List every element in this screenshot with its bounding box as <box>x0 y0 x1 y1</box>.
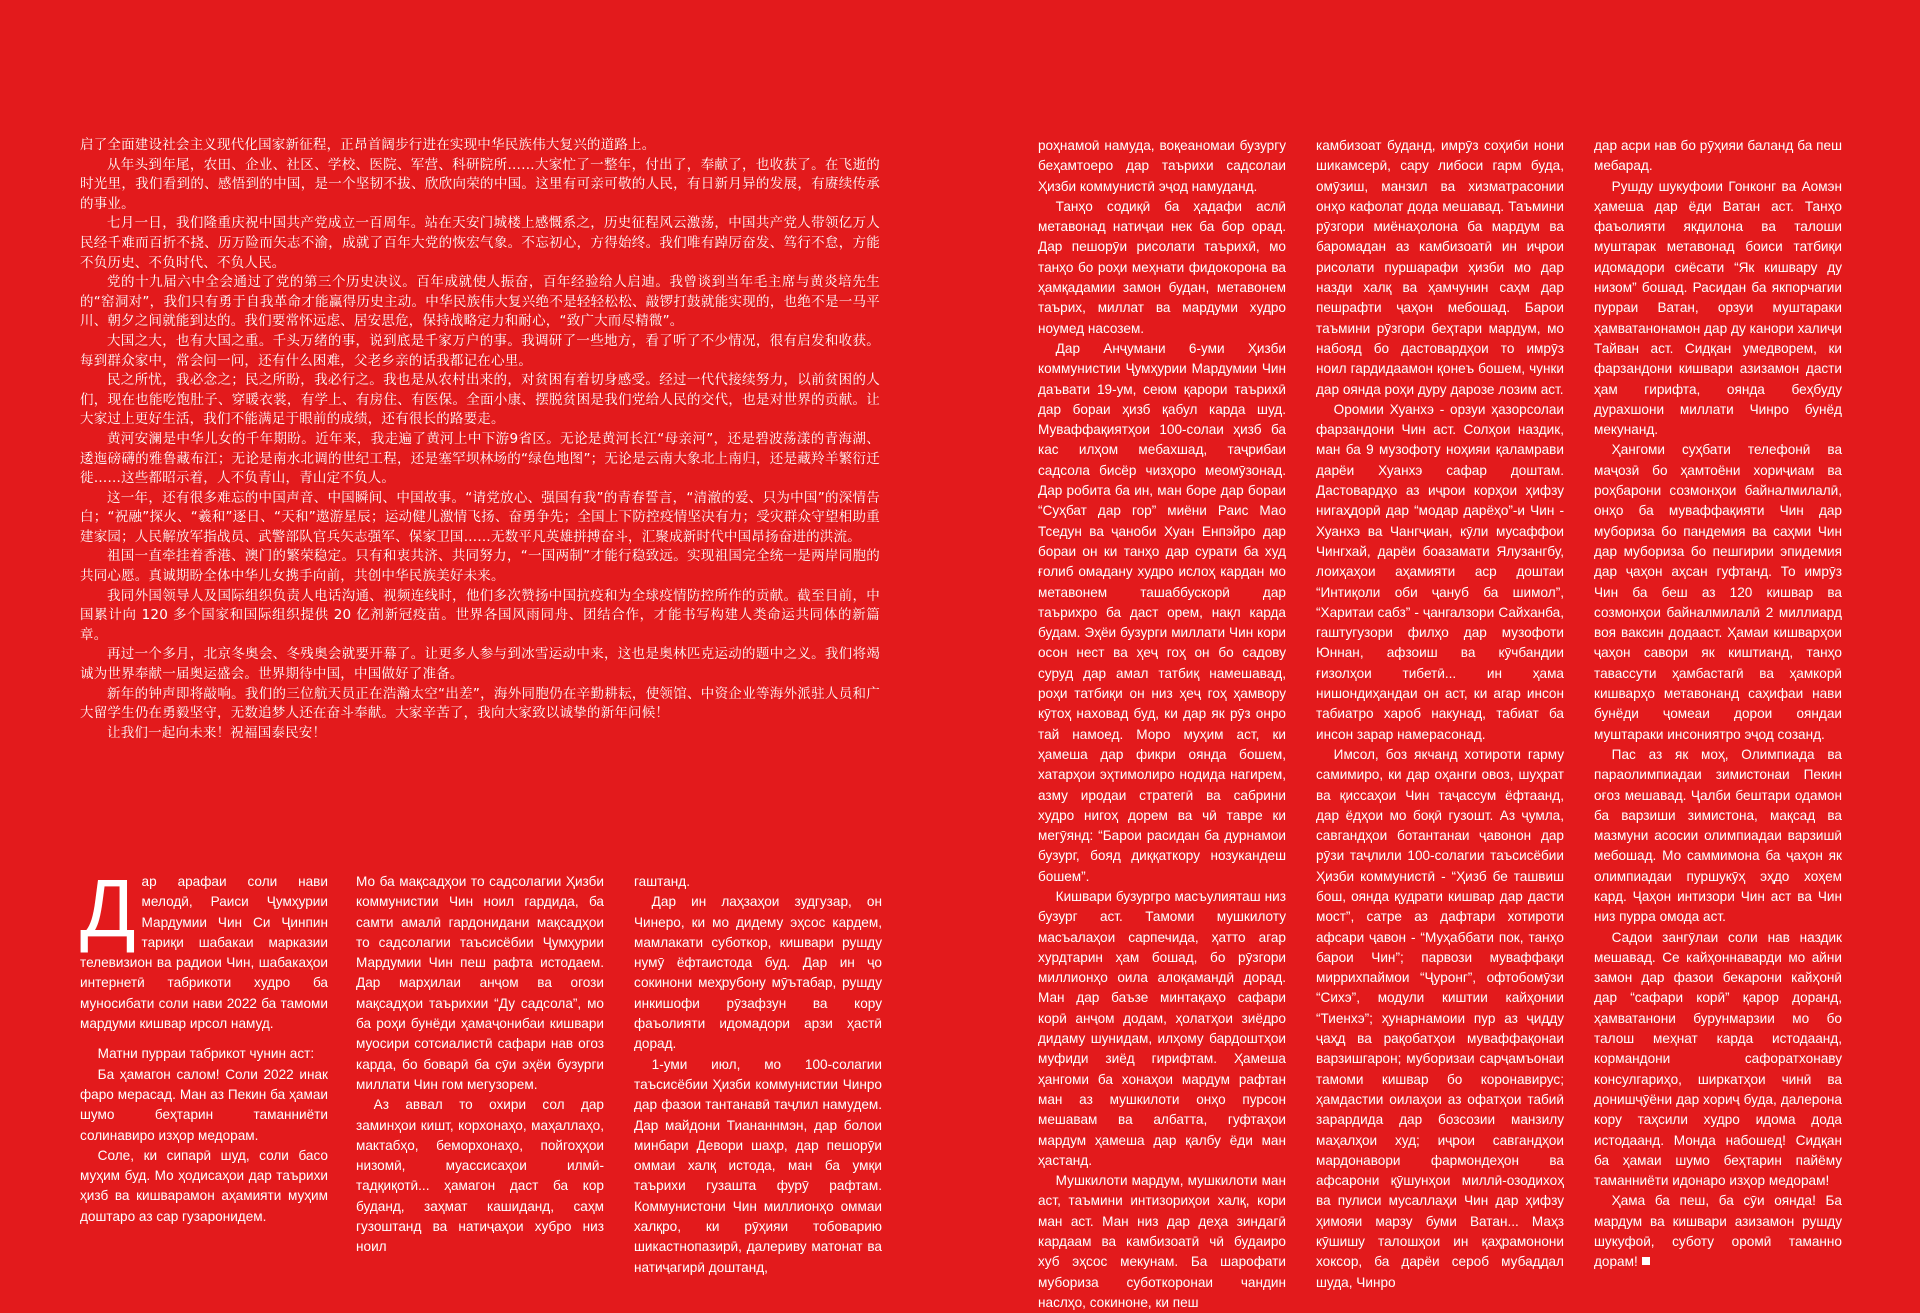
chinese-paragraph: 大国之大，也有大国之重。千头万绪的事，说到底是千家万户的事。我调研了一些地方，看了听了不少情况，很有启发和收获。每到群众家中，常会问一问，还有什么困难，父老乡亲的话我都记在心里。 <box>80 332 880 369</box>
tajik-paragraph: Пас аз як моҳ, Олимпиада ва параолимпиадаи зимистонаи Пекин оғоз мешавад. Ҷалби бештари одамон ба варзиши зимистона, мақсад ва мазмуни асосии олимпиадаи варзишӣ мебошад. Мо саммимона ба ҷаҳон як олимпиадаи пуршукӯҳ эҳдо хоҳем кард. Ҷаҳон интизори Чин аст ва Чин низ пурра омода аст. <box>1594 746 1842 925</box>
tajik-paragraph: Имсол, боз якчанд хотироти гарму самимиро, ки дар оҳанги овоз, шуҳрат ва қиссаҳои Чин таҷассум ёфтаанд, дар ёдҳои мо боқӣ гузошт. Аз ҷумла, савгандҳои ботантанаи ҷавонон дар рӯзи таҷлили 100-солагии таъсисёбии Ҳизби коммунистӣ - “Ҳизб бе ташвиш бош, оянда қудрати кишвар дар дасти мост”, сатре аз дафтари хотироти афсари ҷавон - “Муҳаббати пок, танҳо барои Чин”; парвози муваффақи миррихпаймои “Ҷуронг”, офтобомӯзи “Сихэ”, модули киштии кайҳонии “Тиенхэ”; ҳунарнамоии пур аз ҷидду ҷаҳд ва рақобатҳои муваффақонаи варзишгарон; муборизаи сарҷамъонаи тамоми кишвар бо коронавирус; ҳамдастии оилаҳои аз офатҳои табиӣ зарардида дар бозсозии манзилу маҳалҳои худ; иҷрои савгандҳои мардонавори фармондеҳон ва афсарони қӯшунҳои миллӣ-озодихоҳ ва пулиси мусаллаҳи Чин дар ҳифзу ҳимояи марзу буми Ватан... Маҳз кӯшишу талошҳои ин қаҳрамонони хоксор, ба дарёи сероб мубаддал шуда, Чинро <box>1316 746 1564 1290</box>
chinese-paragraph: 从年头到年尾，农田、企业、社区、学校、医院、军营、科研院所……大家忙了一整年，付出了，奉献了，也收获了。在飞逝的时光里，我们看到的、感悟到的中国，是一个坚韧不拔、欣欣向荣的中国。这里有可亲可敬的人民，有日新月异的发展，有赓续传承的事业。 <box>80 156 880 212</box>
tajik-paragraph: дар асри нав бо рӯҳияи баланд ба пеш мебарад. <box>1594 138 1842 174</box>
chinese-paragraph: 新年的钟声即将敲响。我们的三位航天员正在浩瀚太空“出差”，海外同胞仍在辛勤耕耘，使领馆、中资企业等海外派驻人员和广大留学生仍在勇毅坚守，无数追梦人还在奋斗奉献。大家辛苦了，我向大家致以诚挚的新年问候！ <box>80 685 880 722</box>
tajik-column-1 <box>80 863 328 1227</box>
chinese-paragraph: 再过一个多月，北京冬奥会、冬残奥会就要开幕了。让更多人参与到冰雪运动中来，这也是奥林匹克运动的题中之义。我们将竭诚为世界奉献一届奥运盛会。世界期待中国，中国做好了准备。 <box>80 646 880 683</box>
tajik-paragraph: Матни пурраи табрикот чунин аст: <box>97 1046 315 1062</box>
tajik-paragraph: Танҳо содиқӣ ба ҳадафи аслӣ метавонад натиҷаи нек ба бор орад. Дар пешорӯи рисолати таърихӣ, мо танҳо бо роҳи меҳнати фидокорона ва ҳамқадамии замон будан, метавонем таърих, миллат ва мардуми худро ноумед насозем. <box>1038 198 1286 336</box>
tajik-column-3 <box>634 872 882 1278</box>
chinese-paragraph: 我同外国领导人及国际组织负责人电话沟通、视频连线时，他们多次赞扬中国抗疫和为全球疫情防控所作的贡献。截至目前，中国累计向 120 多个国家和国际组织提供 20 亿剂新冠疫苗。世界各国风雨同舟、团结合作，才能书写构建人类命运共同体的新篇章。 <box>80 587 880 643</box>
tajik-column-5 <box>1316 136 1564 1293</box>
chinese-paragraph: 让我们一起向未来！祝福国泰民安！ <box>107 724 327 741</box>
tajik-column-4 <box>1038 136 1286 1313</box>
tajik-paragraph: Дар Анҷумани 6-уми Ҳизби коммунистии Ҷумҳурии Мардумии Чин даъвати 19-ум, сеюм қарори таърихӣ дар бораи ҳизб қабул карда шуд. Муваффақиятҳои 100-солаи ҳизб ба кас илҳом мебахшад, таҷрибаи садсола бисёр чизҳоро меомӯзонад. Дар робита ба ин, ман боре дар бораи “Суҳбат дар гор” миёни Раис Мао Тседун ва ҷаноби Хуан Енпэйро дар бораи он ки танҳо дар сурати ба худ ғолиб омадану худро ислоҳ кардан мо метавонем ташаббускорӣ дар таърихро ба даст орем, нақл карда будам. Эҳёи бузурги миллати Чин кори осон нест ва ҳеҷ гоҳ он бо садову суруд дар амал татбиқ намешавад, роҳи татбиқи он низ ҳеҷ гоҳ ҳамвору кӯтоҳ наховад буд, ки дар як рӯз онро тай намоед. Моро муҳим аст, ки ҳамеша дар фикри оянда бошем, хатарҳои эҳтимолиро нодида нагирем, азму иродаи стратегӣ ва сабрини худро нигоҳ дорем ва чӣ тавре ки мегӯянд: “Барои расидан ба дурнамои бузург, бояд диққаткору нозукандеш бошем”. <box>1038 340 1286 884</box>
tajik-paragraph: камбизоат буданд, имрӯз соҳиби нони шикамсерӣ, сару либоси гарм буда, омӯзиш, манзил ва хизматрасонии онҳо кафолат дода мешавад. Таъмини рӯзгори миёнаҳолона ба мардум ва баромадан аз камбизоатӣ ин иҷрои рисолати пуршарафи ҳизби мо дар назди халқ ва ҳамчунин саҳм дар пешрафти ҷаҳон мебошад. Барои таъмини рӯзгори беҳтари мардум, мо набояд бо дастовардҳои то имрӯз ноил гардидаамон қонеъ бошем, чунки дар оянда роҳи дуру дарозе лозим аст. <box>1316 138 1564 397</box>
tajik-paragraph: 1-уми июл, мо 100-солагии таъсисёбии Ҳизби коммунистии Чинро дар фазои тантанавӣ таҷлил намудем. Дар майдони Тиананнмэн, дар болои минбари Девори шаҳр, дар пешорӯи оммаи халқ истода, ман ба умқи таърихи гузашта фурӯ рафтам. Коммунистони Чин миллионҳо оммаи халқро, ки рӯҳияи тобоварию шикастнопазирӣ, далериву матонат ва натиҷагирӣ доштанд, <box>634 1056 882 1275</box>
tajik-column-6 <box>1594 136 1842 1273</box>
drop-cap: Д <box>80 863 136 954</box>
chinese-paragraph: 启了全面建设社会主义现代化国家新征程，正昂首阔步行进在实现中华民族伟大复兴的道路上。 <box>80 137 656 153</box>
tajik-paragraph: Соле, ки сипарӣ шуд, соли басо муҳим буд. Мо ҳодисаҳои дар таърихи ҳизб ва кишварамон аҳамияти муҳим доштаро аз сар гузаронидем. <box>80 1147 328 1224</box>
chinese-paragraph: 党的十九届六中全会通过了党的第三个历史决议。百年成就使人振奋，百年经验给人启迪。我曾谈到当年毛主席与黄炎培先生的“窑洞对”，我们只有勇于自我革命才能赢得历史主动。中华民族伟大复兴绝不是轻轻松松、敲锣打鼓就能实现的，也绝不是一马平川、朝夕之间就能到达的。我们要常怀远虑、居安思危，保持战略定力和耐心，“致广大而尽精微”。 <box>80 274 880 330</box>
chinese-paragraph: 民之所忧，我必念之；民之所盼，我必行之。我也是从农村出来的，对贫困有着切身感受。经过一代代接续努力，以前贫困的人们，现在也能吃饱肚子、穿暖衣裳，有学上、有房住、有医保。全面小康、摆脱贫困是我们党给人民的交代，也是对世界的贡献。让大家过上更好生活，我们不能满足于眼前的成绩，还有很长的路要走。 <box>80 372 880 428</box>
tajik-closing-paragraph: Ҳама ба пеш, ба сӯи оянда! Ба мардум ва кишвари азизамон рушду шукуфоӣ, суботу оромӣ таманно дорам! <box>1594 1193 1842 1270</box>
tajik-paragraph: Ба ҳамагон салом! Соли 2022 инак фаро мерасад. Ман аз Пекин ба ҳамаи шумо беҳтарин таманниёти солинавиро изҳор медорам. <box>80 1066 328 1143</box>
chinese-paragraph: 祖国一直牵挂着香港、澳门的繁荣稳定。只有和衷共济、共同努力，“一国两制”才能行稳致远。实现祖国完全统一是两岸同胞的共同心愿。真诚期盼全体中华儿女携手向前，共创中华民族美好未来。 <box>80 548 880 585</box>
tajik-paragraph: гаштанд. <box>634 874 690 889</box>
tajik-paragraph: Садои зангӯлаи соли нав наздик мешавад. Се кайҳоннаварди мо айни замон дар фазои бекарони кайҳонӣ дар “сафари корӣ” қарор доранд, ҳамватанони бурунмарзии мо бо талош меҳнат карда истодаанд, кормандони сафоратхонаву консулгариҳо, ширкатҳои чинӣ ва донишҷӯёни дар хориҷ буда, далерона кору таҳсили худро идома дода истодаанд. Монда набошед! Сидқан ба ҳамаи шумо беҳтарин пайёму таманниёти идонаро изҳор медорам! <box>1594 929 1842 1189</box>
tajik-column-2 <box>356 872 604 1258</box>
tajik-paragraph: Кишвари бузургро масъулияташ низ бузург аст. Тамоми мушкилоту масъалаҳои сарпечида, ҳатто агар хурдтарин ҳам бошад, бо рӯзгори миллионҳо оила алоқамандӣ дорад. Ман дар баъзе минтақаҳо сафари корӣ анҷом додам, ҳолатҳои зиёдро дидаму шунидам, илҳому бардоштҳои муфиди зиёд гирифтам. Ҳамеша ҳангоми ба хонаҳои мардум рафтан ман аз мушкилоти онҳо пурсон мешавам ва албатта, гуфтаҳои мардум ҳамеша дар қалбу ёди ман ҳастанд. <box>1038 888 1286 1168</box>
chinese-article <box>80 136 880 743</box>
tajik-paragraph: Мо ба мақсадҳои то садсолагии Ҳизби коммунистии Чин ноил гардида, ба самти амалӣ гардонидани мақсадҳои то садсолагии таъсисёбии Ҷумҳурии Мардумии Чин пеш рафта истодаем. Дар марҳилаи анҷом ва огози мақсадҳои таърихии “Ду садсола”, мо ба роҳи бунёди ҳамаҷонибаи кишвари муосири сотсиалистӣ сафари нав огоз карда, бо боварӣ ба сӯи эҳёи бузурги миллати Чин гом мегузорем. <box>356 874 604 1092</box>
chinese-paragraph: 这一年，还有很多难忘的中国声音、中国瞬间、中国故事。“请党放心、强国有我”的青春誓言，“清澈的爱、只为中国”的深情告白；“祝融”探火、“羲和”逐日、“天和”遨游星辰；运动健儿激情飞扬、奋勇争先；全国上下防控疫情坚决有力；受灾群众守望相助重建家园；人民解放军指战员、武警部队官兵矢志强军、保家卫国……无数平凡英雄拼搏奋斗，汇聚成新时代中国昂扬奋进的洪流。 <box>80 489 880 545</box>
end-mark-icon <box>1642 1257 1650 1265</box>
tajik-paragraph: Мушкилоти мардум, мушкилоти ман аст, таъмини интизориҳои халқ, кори ман аст. Ман низ дар деҳа зиндагӣ кардаам ва камбизоатӣ чӣ будаиро хуб эҳсос мекунам. Ба шарофати мубориза суботкоронаи чандин наслҳо, сокиноне, ки пеш <box>1038 1173 1286 1310</box>
tajik-paragraph: Оромии Хуанхэ - орзуи ҳазорсолаи фарзандони Чин аст. Солҳои наздик, ман ба 9 музофоту ноҳияи қаламрави дарёи Хуанхэ сафар доштам. Дастовардҳо аз иҷрои корҳои ҳифзу нигаҳдорӣ дар “модар дарёҳо”-и Чин - Хуанхэ ва Чангҷиан, кӯли мусаффои Чингхай, дарёи боазамати Ялузангбу, лоиҳаҳои аҳамияти аср доштаи “Интиқоли оби ҷануб ба шимол”, “Харитаи сабз” - ҷангалзори Сайханба, гаштугузори филҳо дар музофоти Юннан, афзоиш ва кӯчбандии ғизолҳои тибетӣ... ин ҳама нишондиҳандаи он аст, ки агар инсон табиатро хароб накунад, табиат ба инсон зарар намерасонад. <box>1316 401 1564 742</box>
tajik-paragraph: Дар ин лаҳзаҳои зудгузар, он Чинеро, ки мо дидему эҳсос кардем, мамлакати суботкор, кишвари рушду нумӯ ёфтаистода буд. Дар ин ҷо сокинони меҳрубону мӯътабар, рушду инкишофи рӯзафзун ва кору фаъолияти идомадори арзи ҳастӣ дорад. <box>634 894 882 1052</box>
chinese-paragraph: 黄河安澜是中华儿女的千年期盼。近年来，我走遍了黄河上中下游9省区。无论是黄河长江“母亲河”，还是碧波荡漾的青海湖、逶迤磅礴的雅鲁藏布江；无论是南水北调的世纪工程，还是塞罕坝林场的“绿色地图”；无论是云南大象北上南归，还是藏羚羊繁衍迁徙……这些都昭示着，人不负青山，青山定不负人。 <box>80 430 880 487</box>
chinese-paragraph: 七月一日，我们隆重庆祝中国共产党成立一百周年。站在天安门城楼上感慨系之，历史征程风云激荡，中国共产党人带领亿万人民经千难而百折不挠、历万险而矢志不渝，成就了百年大党的恢宏气象。不忘初心，方得始终。我们唯有踔厉奋发、笃行不怠，方能不负历史、不负时代、不负人民。 <box>80 215 880 271</box>
tajik-paragraph: Рушду шукуфоии Гонконг ва Аомэн ҳамеша дар ёди Ватан аст. Танҳо фаъолияти якдилона ва талоши муштарак метавонад боиси татбиқи идомадори сиёсати “Як кишвару ду низом” бошад. Расидан ба якпорчагии пурраи Ватан, орзуи муштараки ҳамватанонамон дар ду канори халиҷи Тайван аст. Сидқан умедворем, ки фарзандони кишвари азизамон дасти ҳам гирифта, оянда беҳбуду дурахшони миллати Чинро бунёд мекунанд. <box>1594 178 1842 438</box>
tajik-intro-paragraph: Дар арафаи соли нави мелодӣ, Раиси Ҷумҳурии Мардумии Чин Си Ҷинпин тариқи шабакаи марказии телевизион ва радиои Чин, шабакаҳои интернетӣ табрикоти худро ба муносибати соли нави 2022 ба тамоми мардуми кишвар ирсол намуд. <box>80 863 328 1032</box>
tajik-paragraph: роҳнамоӣ намуда, воқеаномаи бузургу беҳамтоеро дар таърихи садсолаи Ҳизби коммунистӣ эҷод намуданд. <box>1038 138 1286 194</box>
tajik-paragraph: Ҳангоми суҳбати телефонӣ ва маҷозӣ бо ҳамтоёни хориҷиам ва роҳбарони созмонҳои байналмилалӣ, онҳо ба муваффақияти Чин дар мубориза бо пандемия ва саҳми Чин дар мубориза бо пешгирии эпидемия дар ҷаҳон аҳсан гуфтанд. То имрӯз Чин ба беш аз 120 кишвар ва созмонҳои байналмилалӣ 2 миллиард воя ваксин додааст. Ҳамаи кишварҳои ҷаҳон савори як киштианд, танҳо тавассути ҳамбастагӣ ва ҳамкорӣ кишварҳо метавонанд саҳифаи нави бунёди ҷомеаи дорои ояндаи муштараки инсониятро эҷод созанд. <box>1594 442 1842 742</box>
tajik-paragraph: Аз аввал то охири сол дар заминҳои кишт, корхонаҳо, маҳаллаҳо, мактабҳо, беморхонаҳо, пойгоҳҳои низомӣ, муассисаҳои илмӣ-тадқиқотӣ... ҳамагон даст ба кор буданд, заҳмат кашиданд, саҳм гузоштанд ва натиҷаҳои хубро низ ноил <box>356 1097 604 1255</box>
